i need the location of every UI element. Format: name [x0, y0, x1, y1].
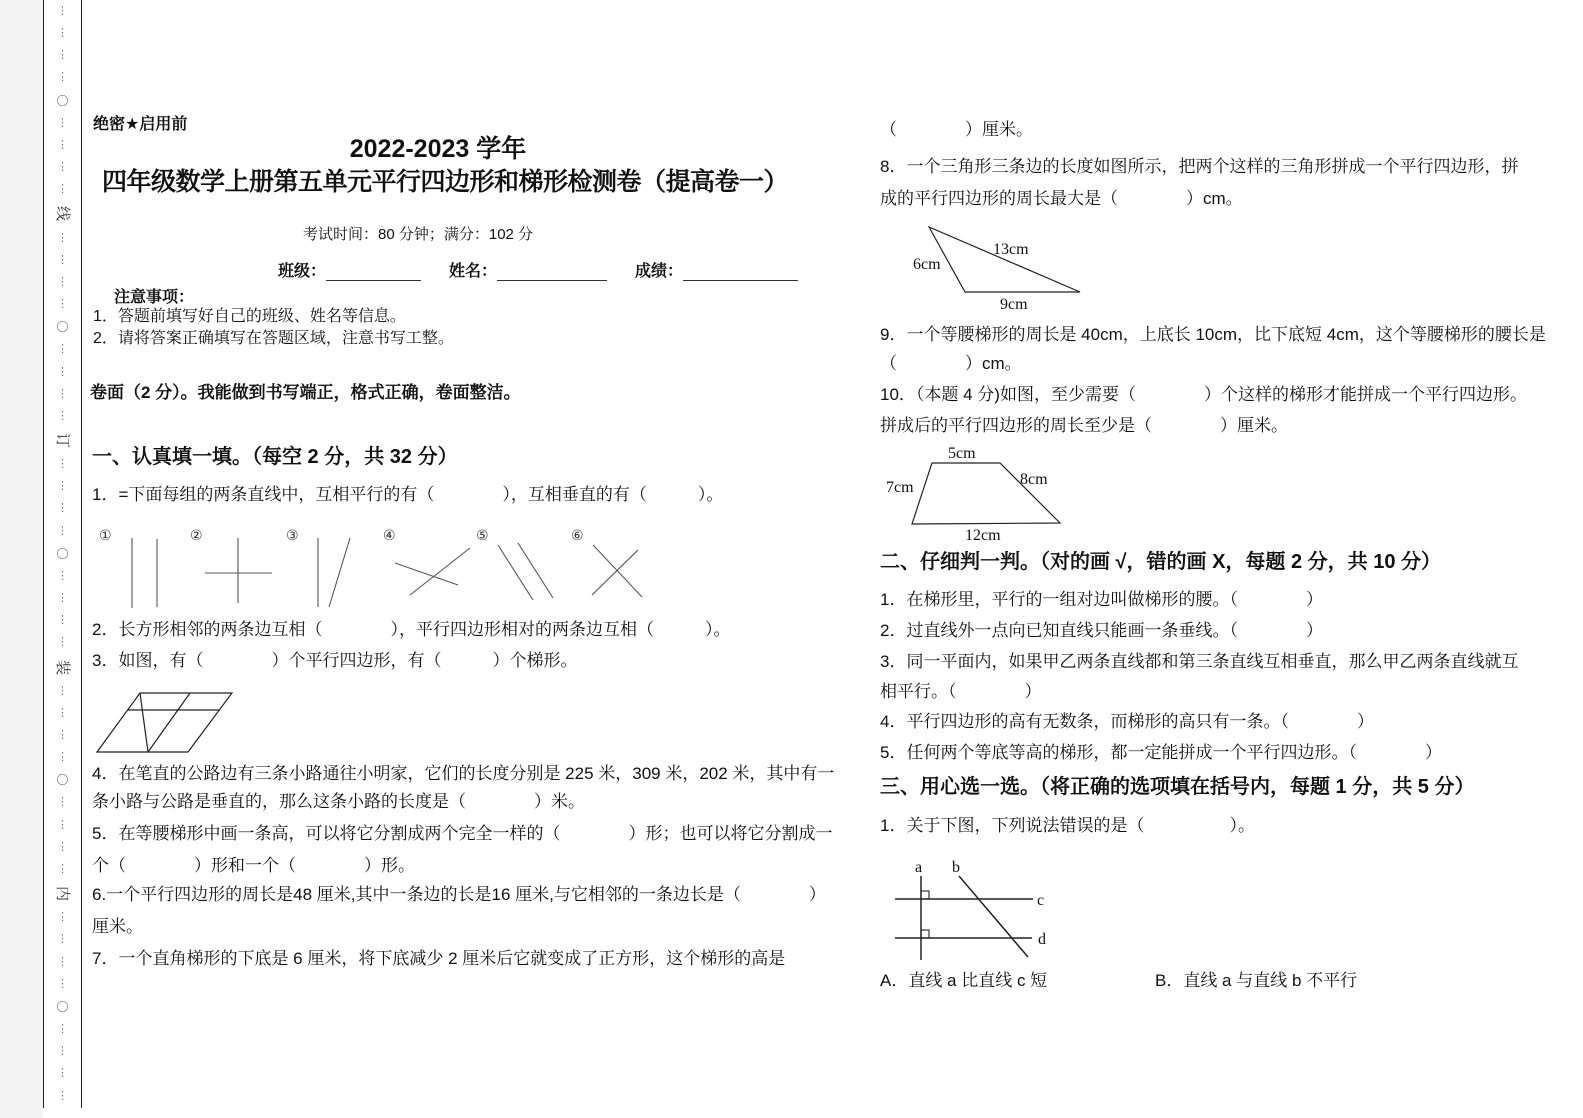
figure-trapezoid — [880, 440, 1080, 545]
binding-dash-mark: ⋮ — [57, 253, 68, 266]
s1-q7-cont: （ ）厘米。 — [880, 120, 1033, 139]
binding-char-mark: 内 — [53, 886, 71, 902]
class-blank — [326, 262, 421, 281]
right-angle-mark-d — [921, 930, 929, 938]
right-angle-mark-c — [921, 891, 929, 899]
binding-circle-mark: 〇 — [56, 999, 69, 1014]
section3-title: 三、用心选一选。（将正确的选项填在括号内，每题 1 分，共 5 分） — [880, 776, 1475, 798]
binding-dash-mark: ⋮ — [57, 955, 68, 968]
binding-dash-mark: ⋮ — [57, 524, 68, 537]
s3-q1-option-a: A．直线 a 比直线 c 短 — [880, 971, 1048, 990]
score-label: 成绩： — [635, 263, 684, 280]
s1-q5-line2: 个（ ）形和一个（ ）形。 — [92, 856, 415, 875]
s3-q1: 1．关于下图，下列说法错误的是（ ）。 — [880, 816, 1255, 835]
group3-label: ③ — [286, 528, 299, 544]
binding-dash-mark: ⋮ — [57, 343, 68, 356]
triangle-left-label: 6cm — [913, 256, 941, 273]
binding-circle-mark: 〇 — [56, 93, 69, 108]
binding-circle-mark: 〇 — [56, 546, 69, 561]
binding-dash-mark: ⋮ — [57, 569, 68, 582]
s1-q4-line2: 条小路与公路是垂直的，那么这条小路的长度是（ ）米。 — [92, 792, 585, 811]
s2-q2: 2．过直线外一点向已知直线只能画一条垂线。（ ） — [880, 621, 1323, 640]
binding-dash-mark: ⋮ — [57, 387, 68, 400]
binding-char-mark: 订 — [53, 432, 71, 448]
g3-slant — [329, 538, 350, 607]
binding-dash-mark: ⋮ — [57, 231, 68, 244]
s1-q9-line1: 9．一个等腰梯形的周长是 40cm，上底长 10cm，比下底短 4cm，这个等腰梯形的腰长是 — [880, 325, 1546, 344]
s1-q1: 1．=下面每组的两条直线中，互相平行的有（ ），互相垂直的有（ ）。 — [92, 485, 724, 504]
binding-dash-mark: ⋮ — [57, 365, 68, 378]
figure-triangle — [895, 220, 1095, 315]
s1-q9-line2: （ ）cm。 — [880, 354, 1022, 373]
triangle-outline — [929, 227, 1080, 292]
group4-label: ④ — [383, 528, 396, 544]
s1-q6-line1: 6.一个平行四边形的周长是48 厘米,其中一条边的长是16 厘米,与它相邻的一条边长是（ ） — [92, 885, 826, 904]
binding-char-mark: 线 — [53, 206, 71, 222]
binding-dash-mark: ⋮ — [57, 796, 68, 809]
s2-q5: 5．任何两个等底等高的梯形，都一定能拼成一个平行四边形。（ ） — [880, 743, 1442, 762]
binding-dash-mark: ⋮ — [57, 480, 68, 493]
binding-dash-mark: ⋮ — [57, 1067, 68, 1080]
binding-dash-mark: ⋮ — [57, 458, 68, 471]
s3-q1-option-b: B．直线 a 与直线 b 不平行 — [1155, 971, 1358, 990]
trapezoid-top-label: 5cm — [948, 445, 976, 462]
score-blank — [683, 262, 798, 281]
binding-char-mark: 装 — [53, 659, 71, 675]
s1-q3: 3．如图，有（ ）个平行四边形，有（ ）个梯形。 — [92, 651, 578, 670]
line-c-label: c — [1037, 892, 1045, 909]
school-year-title: 2022-2023 学年 — [349, 135, 527, 163]
line-b — [959, 876, 1028, 957]
binding-circle-mark: 〇 — [56, 773, 69, 788]
trapezoid-right-label: 8cm — [1020, 471, 1048, 488]
binding-dash-mark: ⋮ — [57, 684, 68, 697]
parallelogram-outline — [97, 693, 232, 752]
figure-parallelogram — [92, 685, 267, 760]
s1-q6-line2: 厘米。 — [92, 917, 143, 936]
section2-title: 二、仔细判一判。（对的画 √，错的画 X，每题 2 分，共 10 分） — [880, 551, 1442, 573]
binding-dash-mark: ⋮ — [57, 27, 68, 40]
binding-dash-mark: ⋮ — [57, 911, 68, 924]
binding-dash-mark: ⋮ — [57, 706, 68, 719]
trapezoid-left-label: 7cm — [886, 479, 914, 496]
binding-dash-mark: ⋮ — [57, 592, 68, 605]
binding-dash-mark: ⋮ — [57, 1023, 68, 1036]
binding-dash-mark: ⋮ — [57, 49, 68, 62]
binding-dash-mark: ⋮ — [57, 5, 68, 17]
s1-q10-line1: 10．（本题 4 分)如图，至少需要（ ）个这样的梯形才能拼成一个平行四边形。 — [880, 385, 1527, 404]
group5-label: ⑤ — [476, 528, 489, 544]
binding-dash-mark: ⋮ — [57, 840, 68, 853]
binding-dash-mark: ⋮ — [57, 71, 68, 84]
binding-dash-mark: ⋮ — [57, 751, 68, 764]
notes-title: 注意事项： — [114, 289, 195, 306]
group2-label: ② — [190, 528, 203, 544]
secret-label: 绝密★启用前 — [93, 116, 188, 133]
triangle-bottom-label: 9cm — [1000, 296, 1028, 313]
s1-q2: 2．长方形相邻的两条边互相（ ），平行四边形相对的两条边互相（ ）。 — [92, 620, 731, 639]
group1-label: ① — [99, 528, 112, 544]
name-label: 姓名： — [449, 263, 498, 280]
binding-dash-mark: ⋮ — [57, 298, 68, 311]
s1-q8-line1: 8．一个三角形三条边的长度如图所示，把两个这样的三角形拼成一个平行四边形，拼 — [880, 157, 1519, 176]
line-a-label: a — [915, 859, 923, 876]
binding-dash-mark: ⋮ — [57, 636, 68, 649]
group6-label: ⑥ — [571, 528, 584, 544]
binding-dash-mark: ⋮ — [57, 1089, 68, 1102]
binding-dash-mark: ⋮ — [57, 409, 68, 422]
binding-marks — [44, 0, 81, 1108]
s1-q4-line1: 4．在笔直的公路边有三条小路通往小明家，它们的长度分别是 225 米，309 米，202 米，其中有一 — [92, 764, 835, 783]
g5-line2 — [518, 543, 553, 598]
exam-title: 四年级数学上册第五单元平行四边形和梯形检测卷（提高卷一） — [101, 168, 788, 196]
name-blank — [497, 262, 607, 281]
binding-dash-mark: ⋮ — [57, 116, 68, 129]
section1-title: 一、认真填一填。（每空 2 分，共 32 分） — [92, 446, 458, 468]
s1-q10-line2: 拼成后的平行四边形的周长至少是（ ）厘米。 — [880, 416, 1288, 435]
exam-info: 考试时间：80 分钟；满分：102 分 — [303, 226, 534, 243]
trapezoid-bottom-label: 12cm — [965, 527, 1001, 544]
binding-dash-mark: ⋮ — [57, 614, 68, 627]
binding-dash-mark: ⋮ — [57, 729, 68, 741]
binding-dash-mark: ⋮ — [57, 502, 68, 515]
s2-q4: 4．平行四边形的高有无数条，而梯形的高只有一条。（ ） — [880, 712, 1374, 731]
triangle-hyp-label: 13cm — [993, 241, 1029, 258]
binding-strip — [43, 0, 82, 1108]
g6-line2 — [592, 550, 638, 595]
figure-line-groups — [95, 523, 655, 615]
class-label: 班级： — [278, 263, 327, 280]
parallelogram-vee-line — [140, 693, 148, 752]
s1-q5-line1: 5．在等腰梯形中画一条高，可以将它分割成两个完全一样的（ ）形；也可以将它分割成一 — [92, 824, 833, 843]
binding-dash-mark: ⋮ — [57, 977, 68, 990]
binding-dash-mark: ⋮ — [57, 161, 68, 174]
s1-q8-line2: 成的平行四边形的周长最大是（ ）cm。 — [880, 189, 1243, 208]
binding-dash-mark: ⋮ — [57, 183, 68, 196]
figure-parallel-lines — [880, 848, 1055, 970]
line-b-label: b — [952, 859, 960, 876]
binding-dash-mark: ⋮ — [57, 1045, 68, 1058]
s2-q1: 1．在梯形里，平行的一组对边叫做梯形的腰。（ ） — [880, 590, 1323, 609]
binding-dash-mark: ⋮ — [57, 275, 68, 288]
s2-q3-line2: 相平行。（ ） — [880, 682, 1042, 701]
s2-q3-line1: 3．同一平面内，如果甲乙两条直线都和第三条直线互相垂直，那么甲乙两条直线就互 — [880, 652, 1519, 671]
s1-q7-line1: 7．一个直角梯形的下底是 6 厘米，将下底减少 2 厘米后它就变成了正方形，这个梯形的高是 — [92, 949, 786, 968]
g5-line1 — [498, 545, 533, 600]
page-left-margin — [0, 0, 43, 1118]
binding-dash-mark: ⋮ — [57, 862, 68, 875]
student-info-row — [278, 258, 798, 281]
note-2: 2．请将答案正确填写在答题区域，注意书写工整。 — [93, 330, 454, 347]
neatness-statement: 卷面（2 分）。我能做到书写端正，格式正确，卷面整洁。 — [90, 383, 521, 402]
note-1: 1．答题前填写好自己的班级、姓名等信息。 — [93, 308, 406, 325]
binding-circle-mark: 〇 — [56, 320, 69, 335]
binding-dash-mark: ⋮ — [57, 933, 68, 946]
binding-dash-mark: ⋮ — [57, 138, 68, 151]
line-d-label: d — [1038, 931, 1046, 948]
binding-dash-mark: ⋮ — [57, 818, 68, 831]
parallelogram-divider — [148, 693, 190, 752]
